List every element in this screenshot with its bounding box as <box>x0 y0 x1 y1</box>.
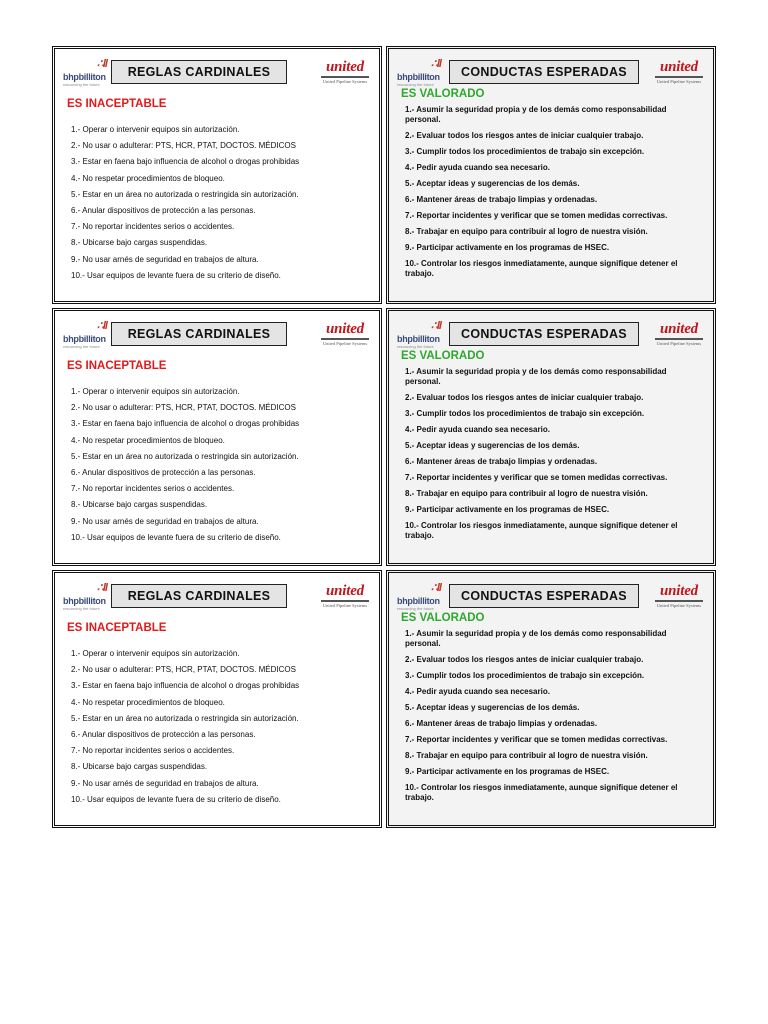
united-logo-name: united <box>326 321 364 337</box>
list-item: 2.- Evaluar todos los riesgos antes de iniciar cualquier trabajo. <box>405 393 644 402</box>
card-title: CONDUCTAS ESPERADAS <box>449 322 639 346</box>
list-item: 1.- Operar o intervenir equipos sin autorización. <box>71 125 240 134</box>
list-item: 6.- Anular dispositivos de protección a las personas. <box>71 206 256 216</box>
united-logo-name: united <box>660 583 698 599</box>
card-sheet <box>52 46 716 832</box>
list-item: 5.- Estar en un área no autorizada o restringida sin autorización. <box>71 713 299 723</box>
list-item: 3.- Estar en faena bajo influencia de alcohol o drogas prohibidas <box>71 157 300 167</box>
list-item: 2.- Evaluar todos los riesgos antes de iniciar cualquier trabajo. <box>405 131 644 140</box>
bhp-logo-name: bhpbilliton <box>397 334 440 344</box>
list-item: 10.- Controlar los riesgos inmediatamente, aunque signifique detener el trabajo. <box>405 259 678 278</box>
list-item: 8.- Ubicarse bajo cargas suspendidas. <box>71 500 208 510</box>
list-item: 5.- Estar en un área no autorizada o restringida sin autorización. <box>71 451 299 461</box>
bhp-billiton-logo <box>63 57 111 89</box>
reglas-cardinales-card <box>52 570 382 828</box>
list-item: 9.- No usar arnés de seguridad en trabajos de altura. <box>71 778 259 788</box>
list-item: 7.- Reportar incidentes y verificar que se tomen medidas correctivas. <box>405 473 668 482</box>
bhp-logo-tagline: resourcing the future <box>63 344 100 349</box>
list-item: 4.- Pedir ayuda cuando sea necesario. <box>405 163 550 172</box>
united-logo-subtitle: United Pipeline Systems <box>656 341 702 346</box>
united-logo <box>319 59 371 89</box>
united-logo-divider <box>655 600 703 602</box>
united-logo-divider <box>655 76 703 78</box>
list-item: 2.- No usar o adulterar: PTS, HCR, PTAT, DOCTOS. MÉDICOS <box>71 403 296 413</box>
list-item: 1.- Operar o intervenir equipos sin autorización. <box>71 387 240 396</box>
reglas-list <box>71 646 299 808</box>
list-item: 2.- No usar o adulterar: PTS, HCR, PTAT, DOCTOS. MÉDICOS <box>71 141 296 151</box>
united-logo <box>319 321 371 351</box>
reglas-list <box>71 122 299 284</box>
list-item: 8.- Trabajar en equipo para contribuir al logro de nuestra visión. <box>405 227 648 236</box>
united-logo-name: united <box>326 59 364 75</box>
bhp-logo-name: bhpbilliton <box>63 72 106 82</box>
bhp-logo-name: bhpbilliton <box>397 72 440 82</box>
list-item: 2.- No usar o adulterar: PTS, HCR, PTAT, DOCTOS. MÉDICOS <box>71 665 296 675</box>
reglas-cardinales-card <box>52 46 382 304</box>
list-item: 7.- No reportar incidentes serios o accidentes. <box>71 222 235 232</box>
bhp-logo-name: bhpbilliton <box>63 334 106 344</box>
list-item: 4.- No respetar procedimientos de bloqueo. <box>71 435 225 445</box>
list-item: 1.- Asumir la seguridad propia y de los demás como responsabilidad personal. <box>405 367 667 386</box>
es-valorado-heading: ES VALORADO <box>401 612 485 624</box>
united-logo <box>653 59 705 89</box>
united-logo-divider <box>321 76 369 78</box>
united-logo-divider <box>655 338 703 340</box>
united-logo-subtitle: United Pipeline Systems <box>322 79 368 84</box>
united-logo-name: united <box>326 583 364 599</box>
card-row <box>52 308 716 566</box>
list-item: 6.- Anular dispositivos de protección a las personas. <box>71 730 256 740</box>
bhp-billiton-logo <box>63 319 111 351</box>
united-logo-subtitle: United Pipeline Systems <box>656 603 702 608</box>
united-logo-name: united <box>660 321 698 337</box>
list-item: 6.- Mantener áreas de trabajo limpias y ordenadas. <box>405 719 598 728</box>
list-item: 2.- Evaluar todos los riesgos antes de iniciar cualquier trabajo. <box>405 655 644 664</box>
reglas-cardinales-card <box>52 308 382 566</box>
list-item: 10.- Controlar los riesgos inmediatamente, aunque signifique detener el trabajo. <box>405 783 678 802</box>
list-item: 3.- Estar en faena bajo influencia de alcohol o drogas prohibidas <box>71 681 300 691</box>
united-logo-name: united <box>660 59 698 75</box>
list-item: 9.- No usar arnés de seguridad en trabajos de altura. <box>71 254 259 264</box>
bhp-billiton-logo <box>397 581 445 613</box>
bhp-billiton-logo <box>397 319 445 351</box>
bhp-logo-mark-icon: ∴ll <box>96 320 107 332</box>
bhp-logo-mark-icon: ∴ll <box>430 582 441 594</box>
list-item: 8.- Ubicarse bajo cargas suspendidas. <box>71 762 208 772</box>
conductas-list <box>405 367 701 547</box>
list-item: 10.- Usar equipos de levante fuera de su criterio de diseño. <box>71 532 281 542</box>
list-item: 5.- Estar en un área no autorizada o restringida sin autorización. <box>71 189 299 199</box>
list-item: 9.- No usar arnés de seguridad en trabajos de altura. <box>71 516 259 526</box>
conductas-esperadas-card <box>386 46 716 304</box>
card-row <box>52 46 716 304</box>
united-logo-divider <box>321 338 369 340</box>
bhp-logo-tagline: resourcing the future <box>397 82 434 87</box>
united-logo-subtitle: United Pipeline Systems <box>656 79 702 84</box>
bhp-logo-tagline: resourcing the future <box>63 82 100 87</box>
es-valorado-heading: ES VALORADO <box>401 88 485 100</box>
bhp-logo-mark-icon: ∴ll <box>96 582 107 594</box>
list-item: 6.- Mantener áreas de trabajo limpias y ordenadas. <box>405 457 598 466</box>
list-item: 8.- Ubicarse bajo cargas suspendidas. <box>71 238 208 248</box>
es-inaceptable-heading: ES INACEPTABLE <box>67 622 167 634</box>
bhp-logo-tagline: resourcing the future <box>63 606 100 611</box>
bhp-logo-tagline: resourcing the future <box>397 344 434 349</box>
list-item: 7.- Reportar incidentes y verificar que se tomen medidas correctivas. <box>405 211 668 220</box>
bhp-logo-name: bhpbilliton <box>63 596 106 606</box>
list-item: 4.- No respetar procedimientos de bloqueo. <box>71 697 225 707</box>
united-logo-divider <box>321 600 369 602</box>
conductas-esperadas-card <box>386 570 716 828</box>
list-item: 10.- Usar equipos de levante fuera de su criterio de diseño. <box>71 794 281 804</box>
list-item: 3.- Cumplir todos los procedimientos de trabajo sin excepción. <box>405 409 645 418</box>
es-valorado-heading: ES VALORADO <box>401 350 485 362</box>
list-item: 6.- Anular dispositivos de protección a las personas. <box>71 468 256 478</box>
list-item: 5.- Aceptar ideas y sugerencias de los demás. <box>405 703 580 712</box>
list-item: 7.- No reportar incidentes serios o accidentes. <box>71 484 235 494</box>
list-item: 3.- Estar en faena bajo influencia de alcohol o drogas prohibidas <box>71 419 300 429</box>
bhp-logo-name: bhpbilliton <box>397 596 440 606</box>
conductas-list <box>405 105 701 285</box>
list-item: 7.- Reportar incidentes y verificar que se tomen medidas correctivas. <box>405 735 668 744</box>
united-logo-subtitle: United Pipeline Systems <box>322 341 368 346</box>
card-row <box>52 570 716 828</box>
card-title: REGLAS CARDINALES <box>111 322 287 346</box>
list-item: 1.- Operar o intervenir equipos sin autorización. <box>71 649 240 658</box>
es-inaceptable-heading: ES INACEPTABLE <box>67 98 167 110</box>
united-logo <box>653 583 705 613</box>
list-item: 1.- Asumir la seguridad propia y de los demás como responsabilidad personal. <box>405 629 667 648</box>
card-title: REGLAS CARDINALES <box>111 584 287 608</box>
card-title: REGLAS CARDINALES <box>111 60 287 84</box>
list-item: 4.- Pedir ayuda cuando sea necesario. <box>405 425 550 434</box>
list-item: 9.- Participar activamente en los programas de HSEC. <box>405 243 610 252</box>
list-item: 5.- Aceptar ideas y sugerencias de los demás. <box>405 179 580 188</box>
list-item: 8.- Trabajar en equipo para contribuir al logro de nuestra visión. <box>405 751 648 760</box>
list-item: 1.- Asumir la seguridad propia y de los demás como responsabilidad personal. <box>405 105 667 124</box>
list-item: 3.- Cumplir todos los procedimientos de trabajo sin excepción. <box>405 147 645 156</box>
list-item: 7.- No reportar incidentes serios o accidentes. <box>71 746 235 756</box>
es-inaceptable-heading: ES INACEPTABLE <box>67 360 167 372</box>
united-logo <box>319 583 371 613</box>
conductas-esperadas-card <box>386 308 716 566</box>
list-item: 9.- Participar activamente en los programas de HSEC. <box>405 767 610 776</box>
bhp-billiton-logo <box>397 57 445 89</box>
list-item: 10.- Controlar los riesgos inmediatamente, aunque signifique detener el trabajo. <box>405 521 678 540</box>
card-title: CONDUCTAS ESPERADAS <box>449 60 639 84</box>
list-item: 3.- Cumplir todos los procedimientos de trabajo sin excepción. <box>405 671 645 680</box>
list-item: 8.- Trabajar en equipo para contribuir al logro de nuestra visión. <box>405 489 648 498</box>
united-logo <box>653 321 705 351</box>
bhp-logo-mark-icon: ∴ll <box>96 58 107 70</box>
list-item: 6.- Mantener áreas de trabajo limpias y ordenadas. <box>405 195 598 204</box>
list-item: 10.- Usar equipos de levante fuera de su criterio de diseño. <box>71 270 281 280</box>
list-item: 9.- Participar activamente en los programas de HSEC. <box>405 505 610 514</box>
conductas-list <box>405 629 701 809</box>
bhp-logo-tagline: resourcing the future <box>397 606 434 611</box>
card-title: CONDUCTAS ESPERADAS <box>449 584 639 608</box>
reglas-list <box>71 384 299 546</box>
list-item: 4.- Pedir ayuda cuando sea necesario. <box>405 687 550 696</box>
united-logo-subtitle: United Pipeline Systems <box>322 603 368 608</box>
bhp-billiton-logo <box>63 581 111 613</box>
list-item: 5.- Aceptar ideas y sugerencias de los demás. <box>405 441 580 450</box>
bhp-logo-mark-icon: ∴ll <box>430 58 441 70</box>
list-item: 4.- No respetar procedimientos de bloqueo. <box>71 173 225 183</box>
bhp-logo-mark-icon: ∴ll <box>430 320 441 332</box>
